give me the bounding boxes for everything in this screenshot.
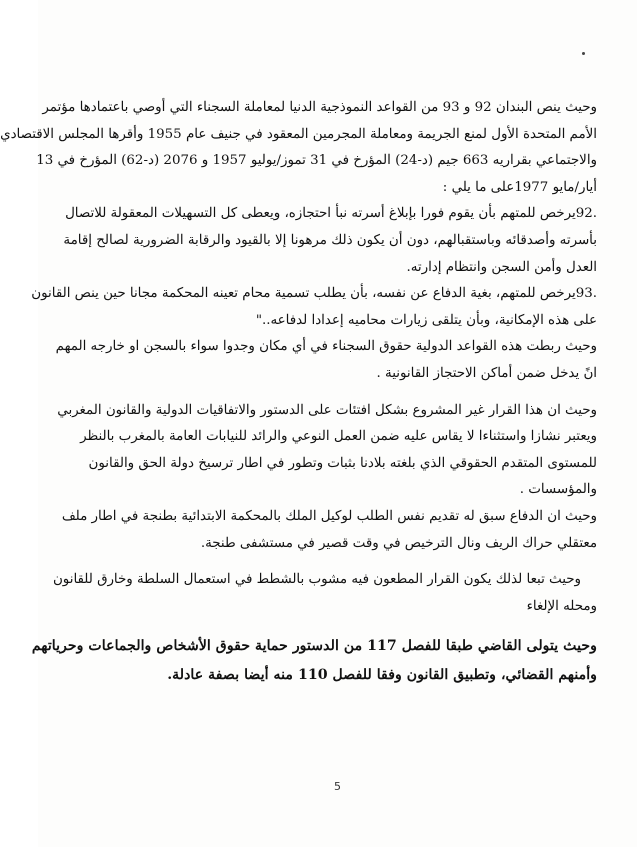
document-body (0, 95, 597, 690)
scan-speck (582, 52, 585, 55)
paragraph-abuse-of-power (52, 567, 597, 620)
paragraph-unlawful-decision (57, 398, 597, 504)
paragraph-rule-92 (63, 201, 597, 281)
text-line: أيار/مايو 1977على ما يلي : (442, 179, 597, 195)
paragraph-rule-93 (31, 281, 597, 334)
text-line: ومحله الإلغاء (526, 598, 597, 614)
text-line: والمؤسسات . (519, 482, 597, 498)
text-line: وحيث ربطت هذه القواعد الدولية حقوق السجناء في أي مكان وجدوا سواء بالسجن او خارجه المهم (55, 339, 597, 355)
paragraph-prior-request (61, 504, 597, 557)
text-line: وحيث ينص البندان 92 و 93 من القواعد النموذجية الدنيا لمعاملة السجناء التي أوصي باعتمادها مؤتمر (42, 100, 597, 115)
text-line: والاجتماعي بقراريه 663 جيم (د-24) المؤرخ في 31 تموز/يوليو 1957 و 2076 (د-62) المؤرخ في 13 (36, 153, 597, 169)
text-line: العدل وأمن السجن وانتظام إدارته. (406, 259, 597, 275)
text-line: بأسرته وأصدقائه وباستقبالهم، دون أن يكون ذلك مرهونا إلا بالقيود والرقابة الضرورية لصالح إقامة (63, 232, 597, 248)
text-line: معتقلي حراك الريف ونال الترخيص في وقت قصير في مستشفى طنجة. (200, 535, 597, 551)
text-line: الأمم المتحدة الأول لمنع الجريمة ومعاملة المجرمين المعقود في جنيف عام 1955 وأقرها المجلس الاقتصادي (0, 126, 597, 142)
text-line: وحيث يتولى القاضي طبقا للفصل 117 من الدستور حماية حقوق الأشخاص والجماعات وحرياتهم (31, 638, 597, 655)
page-number: 5 (334, 780, 341, 793)
text-line: وحيث تبعا لذلك يكون القرار المطعون فيه مشوب بالشطط في استعمال السلطة وخارق للقانون (52, 572, 581, 588)
text-line: .92يرخص للمتهم بأن يقوم فورا بإبلاغ أسرته نبأ احتجازه، ويعطى كل التسهيلات المعقولة للاتصال (65, 206, 597, 222)
text-line: للمستوى المتقدم الحقوقي الذي بلغته بلادنا بثبات وتطور في اطار ترسيخ دولة الحق والقانون (88, 455, 597, 471)
text-line: انً يدخل ضمن أماكن الاحتجاز القانونية . (376, 365, 597, 381)
text-line: .93يرخص للمتهم، بغية الدفاع عن نفسه، بأن يطلب تسمية محام تعينه المحكمة مجانا حين ينص القانون (31, 286, 597, 302)
text-line: على هذه الإمكانية، وبأن يتلقى زيارات محاميه إعدادا لدفاعه.." (255, 312, 597, 328)
paragraph-international-rules (55, 334, 597, 387)
paragraph-judge-duty (31, 632, 597, 690)
text-line: ويعتبر نشازا واستثناءا لا يقاس عليه ضمن العمل النوعي والرائد للنيابات العامة بالمغرب بالنظر (80, 429, 597, 445)
text-line: وحيث ان الدفاع سبق له تقديم نفس الطلب لوكيل الملك بالمحكمة الابتدائية بطنجة في اطار ملف (61, 508, 597, 524)
text-line: وحيث ان هذا القرار غير المشروع بشكل افتئات على الدستور والاتفاقيات الدولية والقانون المغربي (57, 402, 597, 418)
text-line: وأمنهم القضائي، وتطبيق القانون وفقا للفصل 110 منه أيضا بصفة عادلة. (167, 667, 597, 684)
paragraph-standard-rules (0, 95, 597, 201)
